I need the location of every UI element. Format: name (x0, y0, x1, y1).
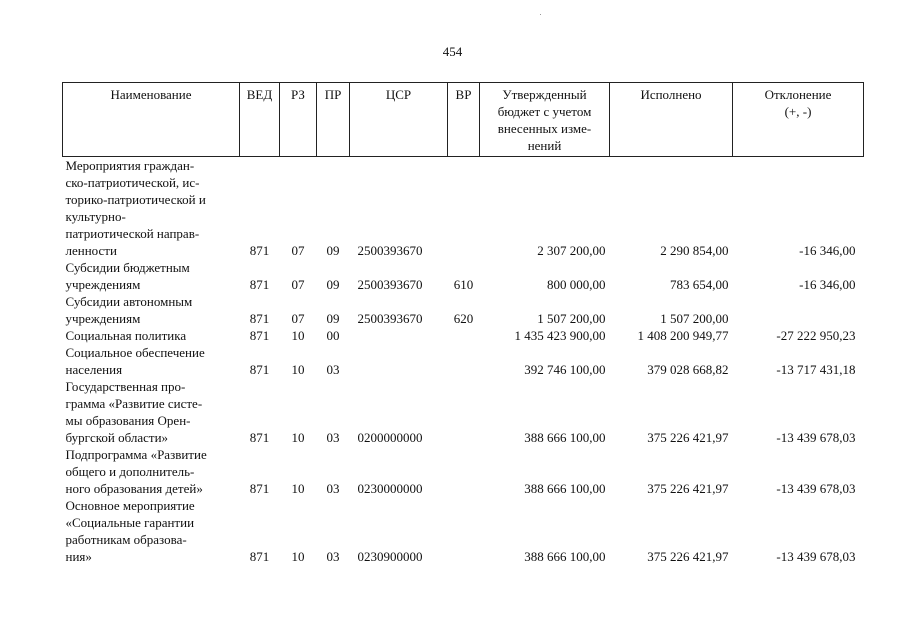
row-name-line: общего и дополнитель- (65, 464, 195, 479)
row-vr (448, 446, 480, 497)
table-row (63, 293, 864, 327)
table-row (63, 378, 864, 446)
row-ved: 871 (249, 243, 270, 258)
row-name-line: Социальное обеспечение (65, 345, 205, 360)
table-row (63, 344, 864, 378)
row-name-line: населения (65, 362, 123, 377)
table-row (63, 157, 864, 260)
row-approved: 392 746 100,00 (524, 362, 606, 377)
row-name-line: Субсидии автономным (65, 294, 193, 309)
row-csr (350, 327, 448, 344)
header-approved-line: Утвержденный (502, 87, 587, 102)
row-name-line: «Социальные гарантии (65, 515, 195, 530)
row-approved: 388 666 100,00 (524, 481, 606, 496)
row-executed: 375 226 421,97 (647, 549, 729, 564)
table-row (63, 497, 864, 565)
header-ved: ВЕД (240, 83, 280, 157)
row-name (63, 378, 240, 446)
header-approved-line: бюджет с учетом (497, 104, 592, 119)
row-name-line: учреждениям (65, 311, 141, 326)
header-name: Наименование (63, 83, 240, 157)
row-rz: 10 (291, 328, 305, 343)
row-deviation: -16 346,00 (799, 277, 856, 292)
row-rz: 07 (291, 243, 305, 258)
row-name-line: ско-патриотической, ис- (65, 175, 200, 190)
row-name-line: Мероприятия граждан- (65, 158, 195, 173)
row-pr: 03 (326, 430, 340, 445)
row-approved: 388 666 100,00 (524, 549, 606, 564)
row-vr (448, 157, 480, 260)
row-deviation: -16 346,00 (799, 243, 856, 258)
header-deviation-line: (+, -) (784, 104, 812, 119)
row-name-line: грамма «Развитие систе- (65, 396, 203, 411)
row-executed: 375 226 421,97 (647, 481, 729, 496)
row-name (63, 327, 240, 344)
table-row (63, 446, 864, 497)
header-approved-line: внесенных изме- (497, 121, 592, 136)
row-ved: 871 (249, 311, 270, 326)
row-csr: 0230000000 (357, 481, 423, 496)
header-deviation-line: Отклонение (764, 87, 832, 102)
table-row (63, 327, 864, 344)
row-vr: 610 (453, 277, 474, 292)
header-executed: Исполнено (610, 83, 733, 157)
row-deviation: -27 222 950,23 (776, 328, 856, 343)
row-name (63, 446, 240, 497)
row-name (63, 259, 240, 293)
row-pr: 03 (326, 549, 340, 564)
row-name-line: ния» (65, 549, 92, 564)
header-rz: РЗ (280, 83, 317, 157)
row-name-line: торико-патриотической и (65, 192, 206, 207)
row-deviation: -13 439 678,03 (776, 430, 856, 445)
header-approved-line: нений (527, 138, 562, 153)
header-pr: ПР (317, 83, 350, 157)
row-approved: 800 000,00 (547, 277, 606, 292)
row-vr (448, 327, 480, 344)
row-name-line: Подпрограмма «Развитие (65, 447, 207, 462)
row-csr: 2500393670 (357, 277, 423, 292)
row-executed: 2 290 854,00 (660, 243, 729, 258)
row-name (63, 344, 240, 378)
row-ved: 871 (249, 277, 270, 292)
row-name-line: ленности (65, 243, 117, 258)
header-approved-budget (480, 83, 610, 157)
row-ved: 871 (249, 481, 270, 496)
row-name-line: бургской области» (65, 430, 169, 445)
header-csr: ЦСР (350, 83, 448, 157)
row-ved: 871 (249, 549, 270, 564)
row-executed: 783 654,00 (670, 277, 729, 292)
row-approved: 1 435 423 900,00 (514, 328, 606, 343)
row-rz: 10 (291, 430, 305, 445)
row-name (63, 157, 240, 260)
row-rz: 07 (291, 311, 305, 326)
row-rz: 10 (291, 549, 305, 564)
budget-execution-table (62, 82, 864, 565)
row-executed: 1 408 200 949,77 (637, 328, 729, 343)
row-deviation: -13 717 431,18 (776, 362, 856, 377)
header-vr: ВР (448, 83, 480, 157)
row-name (63, 293, 240, 327)
row-name-line: Государственная про- (65, 379, 186, 394)
row-name-line: культурно- (65, 209, 126, 224)
row-approved: 2 307 200,00 (537, 243, 606, 258)
row-name-line: Субсидии бюджетным (65, 260, 190, 275)
row-csr (350, 344, 448, 378)
row-vr: 620 (453, 311, 474, 326)
row-name-line: Основное мероприятие (65, 498, 195, 513)
row-rz: 10 (291, 481, 305, 496)
row-vr (448, 378, 480, 446)
row-ved: 871 (249, 328, 270, 343)
scan-speck (540, 14, 541, 15)
row-executed: 379 028 668,82 (647, 362, 729, 377)
row-rz: 10 (291, 362, 305, 377)
table-header-row (63, 83, 864, 157)
row-executed: 375 226 421,97 (647, 430, 729, 445)
row-vr (448, 497, 480, 565)
row-name (63, 497, 240, 565)
row-approved: 1 507 200,00 (537, 311, 606, 326)
row-csr: 0200000000 (357, 430, 423, 445)
row-rz: 07 (291, 277, 305, 292)
row-pr: 09 (326, 277, 340, 292)
row-deviation: -13 439 678,03 (776, 481, 856, 496)
row-name-line: патриотической направ- (65, 226, 200, 241)
row-ved: 871 (249, 430, 270, 445)
row-name-line: работникам образова- (65, 532, 187, 547)
row-deviation (733, 293, 864, 327)
row-csr: 2500393670 (357, 311, 423, 326)
row-pr: 09 (326, 243, 340, 258)
row-csr: 2500393670 (357, 243, 423, 258)
row-pr: 09 (326, 311, 340, 326)
row-pr: 03 (326, 362, 340, 377)
row-pr: 00 (326, 328, 340, 343)
table-row (63, 259, 864, 293)
row-name-line: ного образования детей» (65, 481, 203, 496)
row-approved: 388 666 100,00 (524, 430, 606, 445)
row-name-line: мы образования Орен- (65, 413, 191, 428)
row-executed: 1 507 200,00 (660, 311, 729, 326)
page-number: 454 (442, 44, 463, 59)
row-name-line: учреждениям (65, 277, 141, 292)
row-pr: 03 (326, 481, 340, 496)
row-vr (448, 344, 480, 378)
row-deviation: -13 439 678,03 (776, 549, 856, 564)
row-csr: 0230900000 (357, 549, 423, 564)
row-ved: 871 (249, 362, 270, 377)
header-deviation (733, 83, 864, 157)
row-name-line: Социальная политика (65, 328, 187, 343)
